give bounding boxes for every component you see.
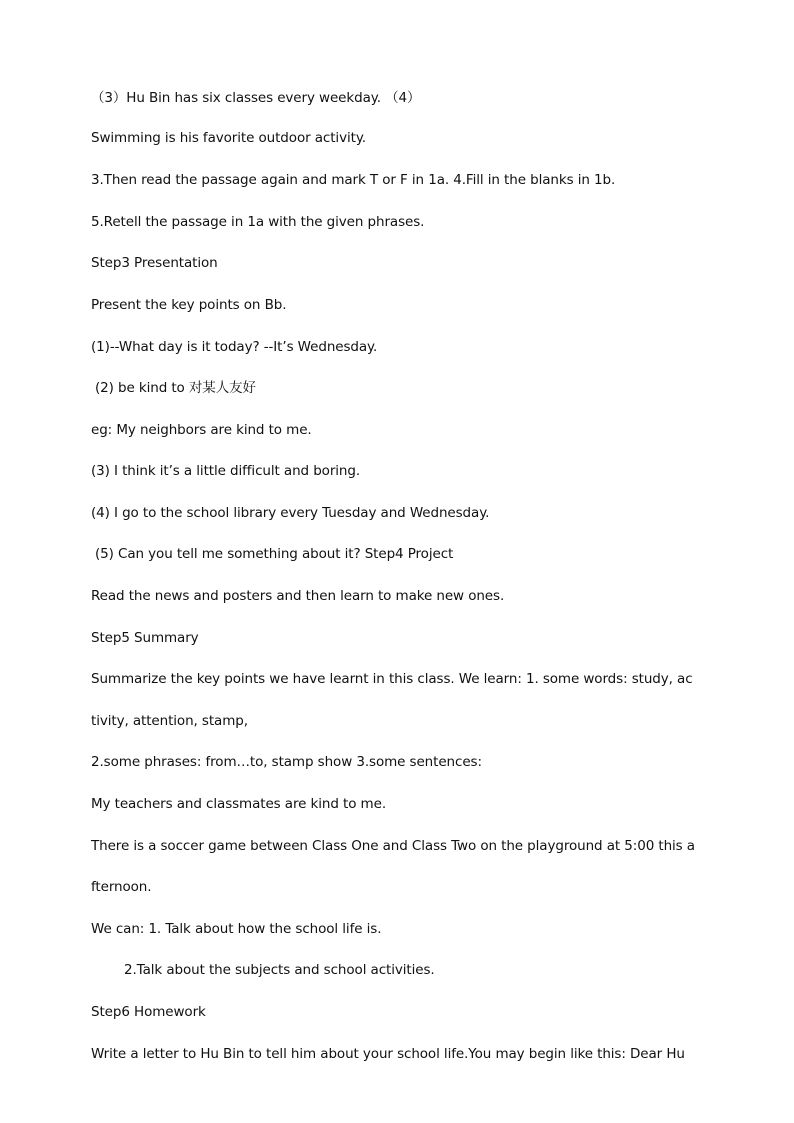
text-line: eg: My neighbors are kind to me. (91, 422, 312, 438)
text-line: We can: 1. Talk about how the school life is. (91, 921, 382, 937)
section-heading: Step5 Summary (91, 630, 199, 646)
text-line: Write a letter to Hu Bin to tell him about your school life.You may begin like this: Dear Hu (91, 1046, 685, 1062)
section-heading: Step3 Presentation (91, 255, 218, 271)
text-line: 5.Retell the passage in 1a with the given phrases. (91, 214, 425, 230)
text-line: Read the news and posters and then learn to make new ones. (91, 588, 505, 604)
text-line: (4) I go to the school library every Tuesday and Wednesday. (91, 505, 490, 521)
text-line: （3）Hu Bin has six classes every weekday. （4） (91, 90, 421, 106)
text-line: (2) be kind to 对某人友好 (95, 380, 256, 396)
text-line: Swimming is his favorite outdoor activity. (91, 130, 366, 146)
text-line: There is a soccer game between Class One and Class Two on the playground at 5:00 this a (91, 838, 695, 854)
text-line: My teachers and classmates are kind to me. (91, 796, 387, 812)
text-line: 2.some phrases: from…to, stamp show 3.some sentences: (91, 754, 482, 770)
text-line: tivity, attention, stamp, (91, 713, 248, 729)
text-line: 3.Then read the passage again and mark T or F in 1a. 4.Fill in the blanks in 1b. (91, 172, 616, 188)
text-line: (1)--What day is it today? --It’s Wednesday. (91, 339, 378, 355)
text-line: (5) Can you tell me something about it? Step4 Project (95, 546, 454, 562)
text-line: (3) I think it’s a little difficult and boring. (91, 463, 361, 479)
text-line: 2.Talk about the subjects and school activities. (124, 962, 435, 978)
text-line: Summarize the key points we have learnt in this class. We learn: 1. some words: study, ac (91, 671, 693, 687)
text-line: Present the key points on Bb. (91, 297, 287, 313)
text-line: fternoon. (91, 879, 152, 895)
section-heading: Step6 Homework (91, 1004, 206, 1020)
